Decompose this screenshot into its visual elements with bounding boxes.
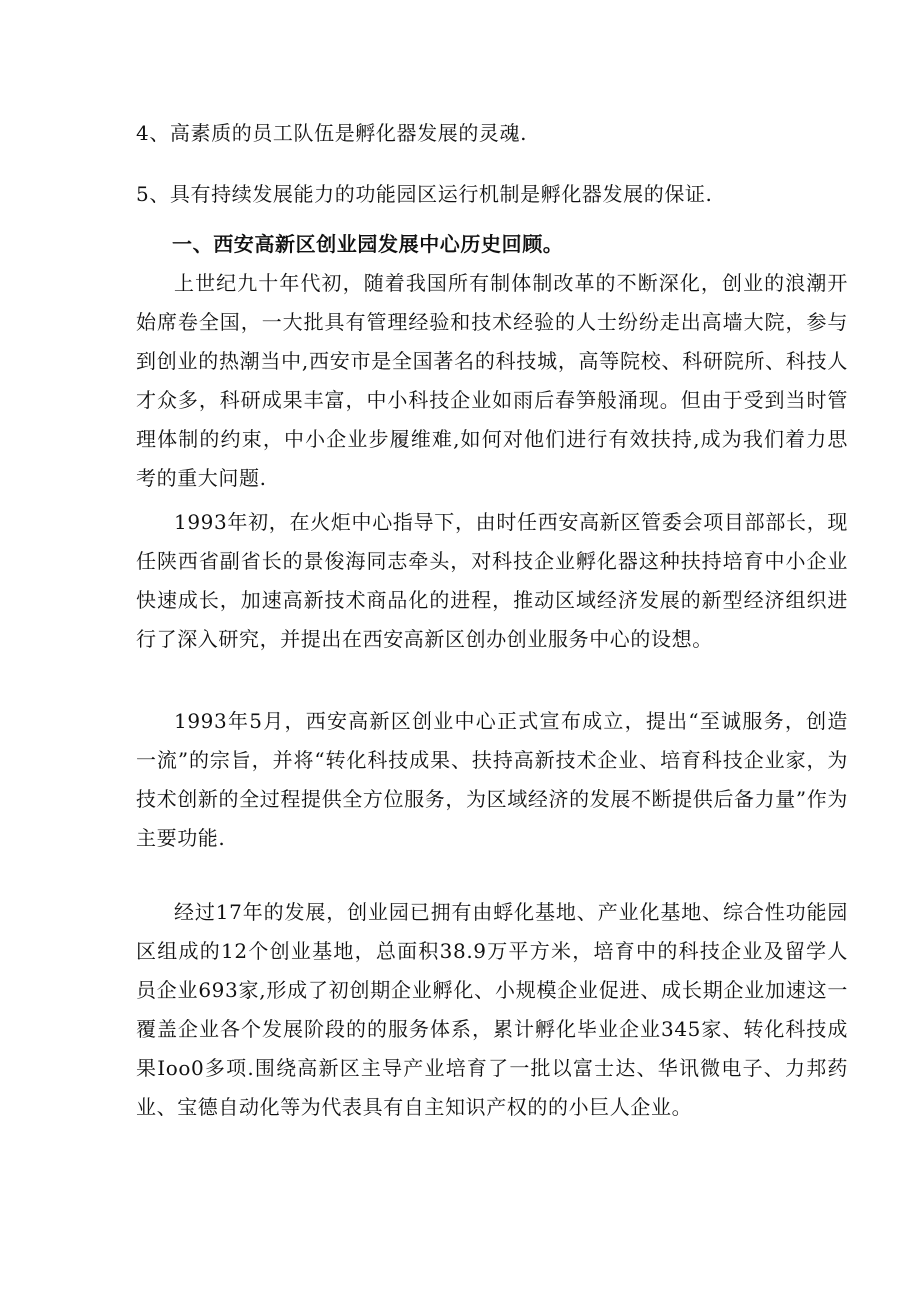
paragraph-history-intro: 上世纪九十年代初，随着我国所有制体制改革的不断深化，创业的浪潮开始席卷全国，一大批具有管理经验和技术经验的人士纷纷走出高墙大院，参与到创业的热潮当中,西安市是全国著名的科技城，高等院校、科研院所、科技人才众多，科研成果丰富，中小科技企业如雨后春笋般涌现。但由于受到当时管理体制的约束，中小企业步履维难,如何对他们进行有效扶持,成为我们着力思考的重大问题. (136, 271, 848, 490)
paragraph-17-years: 经过17年的发展，创业园已拥有由蜉化基地、产业化基地、综合性功能园区组成的12个创业基地，总面积38.9万平方米，培育中的科技企业及留学人员企业693家,形成了初创期企业孵化、小规模企业促进、成长期企业加速这一覆盖企业各个发展阶段的的服务体系，累计孵化毕业企业345家、转化科技成果Ioo0多项.围绕高新区主导产业培育了一批以富士达、华讯微电子、力邦药业、宝德自动化等为代表具有自主知识产权的的小巨人企业。 (136, 900, 848, 1119)
paragraph-1993-may: 1993年5月，西安高新区创业中心正式宣布成立，提出“至诚服务，创造一流”的宗旨，并将“转化科技成果、扶持高新技术企业、培育科技企业家，为技术创新的全过程提供全方位服务，为区域经济的发展不断提供后备力量”作为主要功能. (136, 709, 848, 850)
section-heading: 一、西安高新区创业园发展中心历史回顾。 (172, 232, 564, 256)
paragraph-1993-early: 1993年初，在火炬中心指导下，由时任西安高新区管委会项目部部长，现任陕西省副省长的景俊海同志牵头，对科技企业孵化器这种扶持培育中小企业快速成长，加速高新技术商品化的进程，推动区域经济发展的新型经济组织进行了深入研究，并提出在西安高新区创办创业服务中心的设想。 (136, 510, 848, 651)
list-item-5: 5、具有持续发展能力的功能园区运行机制是孵化器发展的保证. (136, 182, 713, 206)
list-item-4: 4、高素质的员工队伍是孵化器发展的灵魂. (136, 121, 528, 145)
